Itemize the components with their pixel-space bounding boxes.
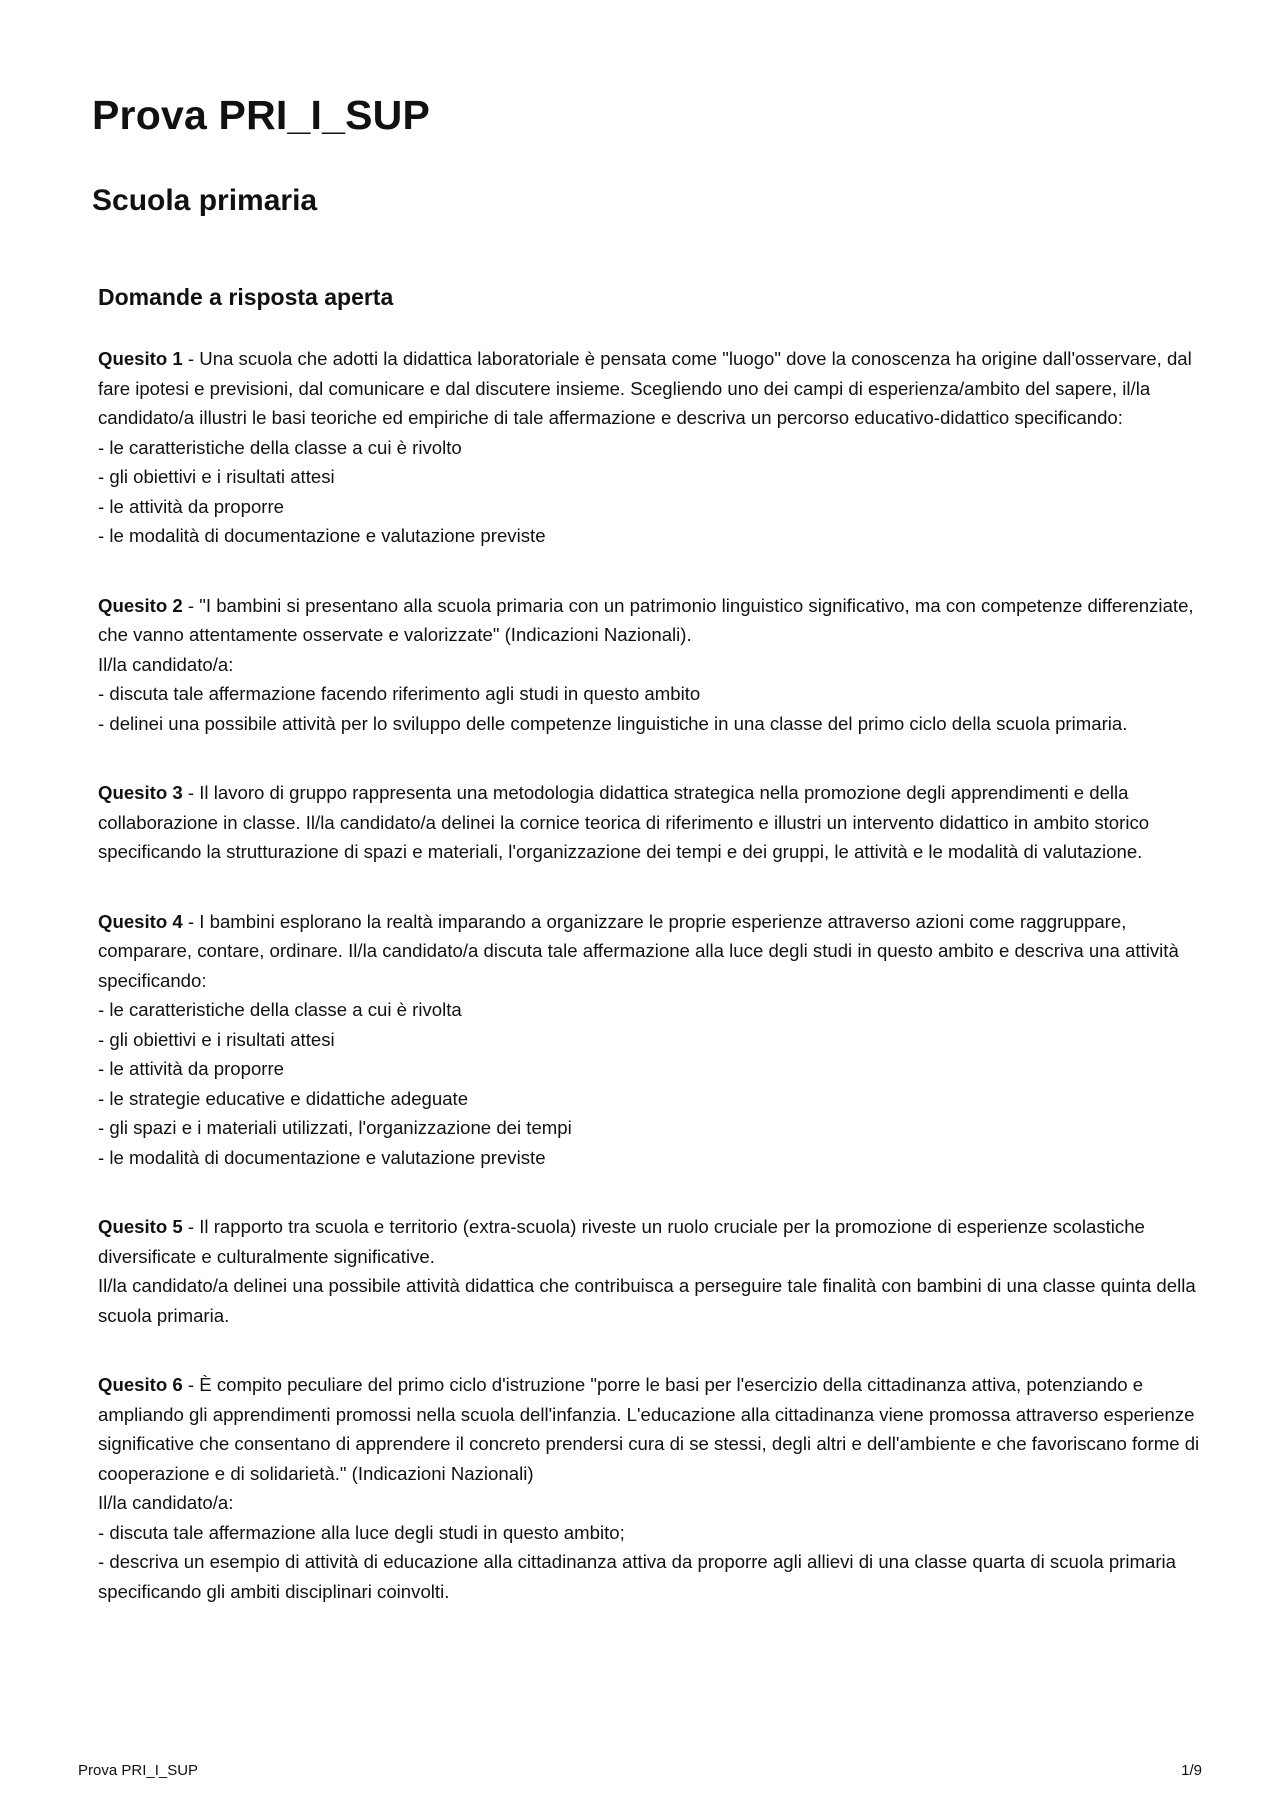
question-label: Quesito 4 [98, 910, 183, 932]
question-text: Il lavoro di gruppo rappresenta una metodologia didattica strategica nella promozione degli apprendimenti e della collaborazione in classe. Il/la candidato/a delinei la cornice teorica di riferimento e illustri un intervento didattico in ambito storico specificando la strutturazione di spazi e materiali, l'organizzazione dei tempi e dei gruppi, le attività e le modalità di valutazione. [98, 782, 1150, 862]
question-block [98, 778, 1203, 867]
question-text: "I bambini si presentano alla scuola primaria con un patrimonio linguistico significativo, ma con competenze differenziate, che vanno attentamente osservate e valorizzate" (Indicazioni Nazionali). [98, 594, 1194, 645]
question-item: - delinei una possibile attività per lo sviluppo delle competenze linguistiche in una classe del primo ciclo della scuola primaria. [98, 712, 1128, 734]
page-footer [78, 1762, 1202, 1779]
question-item: - gli obiettivi e i risultati attesi [98, 1028, 335, 1050]
question-label: Quesito 1 [98, 348, 183, 369]
question-text: Il rapporto tra scuola e territorio (extra-scuola) riveste un ruolo cruciale per la promozione di esperienze scolastiche diversificate e culturalmente significative. [98, 1216, 1145, 1267]
footer-document-title: Prova PRI_I_SUP [78, 1762, 199, 1779]
footer-page-number: 1/9 [1181, 1762, 1202, 1779]
question-lead [98, 344, 1203, 433]
question-item-list [98, 1518, 1203, 1607]
question-paragraph: Il/la candidato/a: [98, 653, 234, 675]
question-separator: - [182, 1216, 200, 1237]
question-item: - gli spazi e i materiali utilizzati, l'organizzazione dei tempi [98, 1117, 572, 1138]
question-item: - le modalità di documentazione e valutazione previste [98, 1146, 546, 1168]
question-text: Una scuola che adotti la didattica laboratoriale è pensata come "luogo" dove la conoscenza ha origine dall'osservare, dal fare ipotesi e previsioni, dal comunicare e dal discutere insieme. Scegliendo uno dei campi di esperienza/ambito del sapere, il/la candidato/a illustri le basi teoriche ed empiriche di tale affermazione e descriva un percorso educativo-didattico specificando: [98, 348, 1192, 428]
question-item: - le caratteristiche della classe a cui è rivolta [98, 999, 462, 1020]
question-label: Quesito 6 [98, 1374, 183, 1395]
question-separator: - [182, 782, 200, 803]
question-block [98, 907, 1203, 1173]
question-block [98, 344, 1203, 551]
question-text: I bambini esplorano la realtà imparando a organizzare le proprie esperienze attraverso azioni come raggruppare, comparare, contare, ordinare. Il/la candidato/a discuta tale affermazione alla luce degli studi in questo ambito e descriva una attività specificando: [98, 910, 1179, 991]
question-item: - discuta tale affermazione facendo riferimento agli studi in questo ambito [98, 683, 701, 704]
question-paragraph: Il/la candidato/a delinei una possibile attività didattica che contribuisca a perseguire tale finalità con bambini di una classe quinta della scuola primaria. [98, 1275, 1196, 1326]
question-item-list [98, 433, 1203, 551]
question-item: - descriva un esempio di attività di educazione alla cittadinanza attiva da proporre agli allievi di una classe quarta di scuola primaria specificando gli ambiti disciplinari coinvolti. [98, 1551, 1176, 1602]
question-list [98, 344, 1203, 1606]
question-separator: - [182, 348, 200, 369]
question-paragraph: Il/la candidato/a: [98, 1492, 234, 1513]
question-item: - le strategie educative e didattiche adeguate [98, 1087, 469, 1109]
question-lead [98, 591, 1203, 650]
question-item: - le caratteristiche della classe a cui è rivolto [98, 436, 462, 458]
question-lead [98, 1370, 1203, 1488]
question-item: - gli obiettivi e i risultati attesi [98, 466, 335, 487]
question-lead [98, 1212, 1203, 1271]
question-item-list [98, 995, 1203, 1172]
question-label: Quesito 2 [98, 594, 183, 616]
section-heading: Domande a risposta aperta [98, 284, 394, 310]
question-item: - le modalità di documentazione e valutazione previste [98, 525, 546, 546]
question-separator: - [182, 1374, 200, 1395]
question-block [98, 1370, 1203, 1606]
question-label: Quesito 5 [98, 1216, 183, 1237]
question-block [98, 1212, 1203, 1330]
question-block [98, 591, 1203, 739]
document-body [98, 282, 1203, 1646]
question-separator: - [182, 910, 200, 932]
page-title: Prova PRI_I_SUP [92, 92, 430, 138]
question-lead [98, 778, 1203, 867]
question-lead [98, 907, 1203, 996]
question-item: - le attività da proporre [98, 495, 285, 517]
question-item: - le attività da proporre [98, 1058, 285, 1079]
question-item-list [98, 679, 1203, 738]
question-separator: - [182, 594, 200, 616]
question-item: - discuta tale affermazione alla luce degli studi in questo ambito; [98, 1521, 625, 1543]
question-text: È compito peculiare del primo ciclo d'istruzione "porre le basi per l'esercizio della cittadinanza attiva, potenziando e ampliando gli apprendimenti promossi nella scuola dell'infanzia. L'educazione alla cittadinanza viene promossa attraverso esperienze significative che consentano di apprendere il concreto prendersi cura di se stessi, degli altri e dell'ambiente e che favoriscano forme di cooperazione e di solidarietà." (Indicazioni Nazionali) [98, 1374, 1200, 1484]
page-subtitle: Scuola primaria [92, 184, 318, 217]
question-label: Quesito 3 [98, 782, 183, 803]
